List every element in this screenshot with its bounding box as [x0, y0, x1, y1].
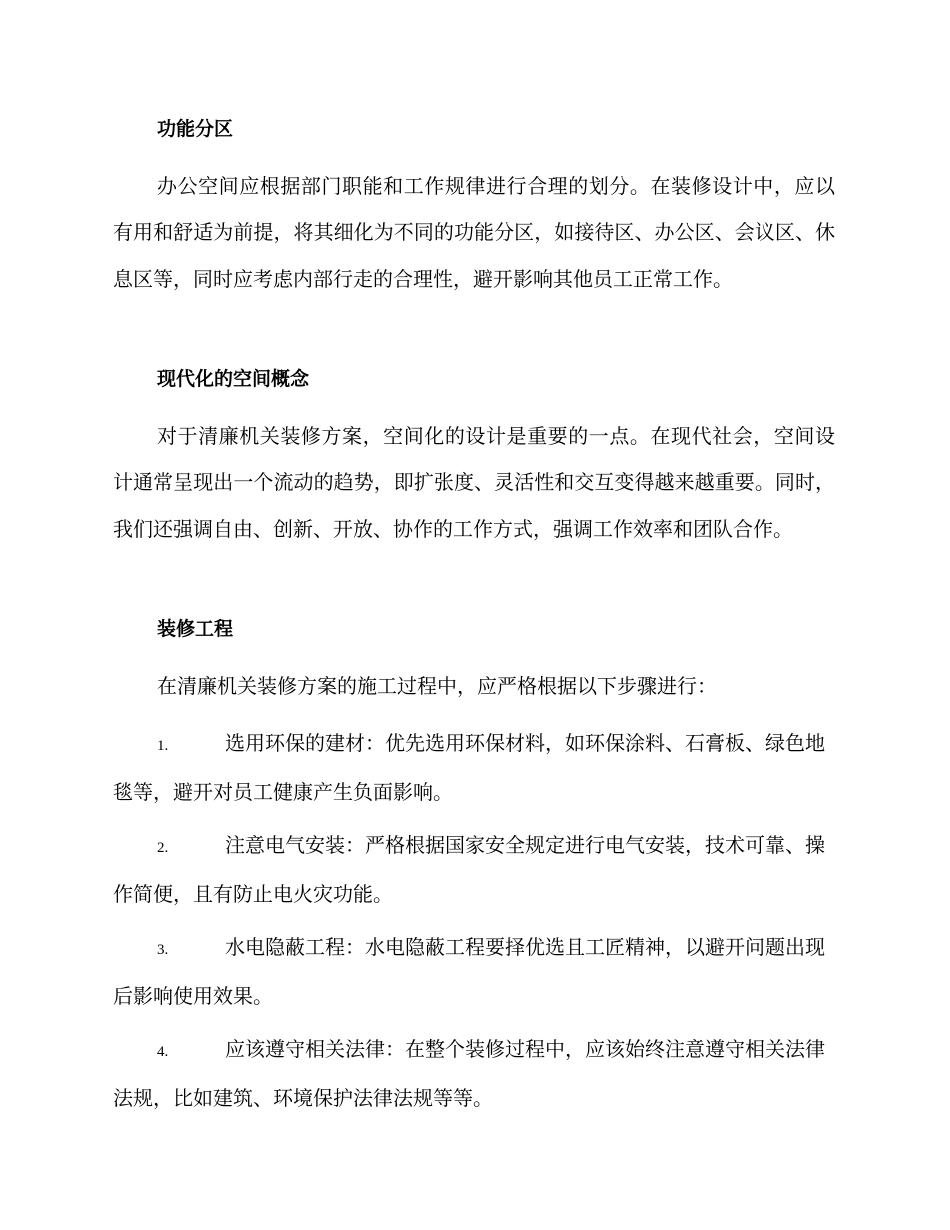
list-number: 2. — [157, 840, 169, 856]
list-item-step-4 — [113, 1026, 835, 1122]
paragraph-renovation-intro: 在清廉机关装修方案的施工过程中，应严格根据以下步骤进行： — [157, 674, 717, 698]
section-heading-modern-space: 现代化的空间概念 — [157, 368, 310, 390]
list-text: 注意电气安装：严格根据国家安全规定进行电气安装，技术可靠、操作简便，且有防止电火灾功能。 — [113, 833, 825, 907]
list-text: 水电隐蔽工程：水电隐蔽工程要择优选且工匠精神，以避开问题出现后影响使用效果。 — [113, 935, 825, 1009]
paragraph-modern-space: 对于清廉机关装修方案，空间化的设计是重要的一点。在现代社会，空间设计通常呈现出一个流动的趋势，即扩张度、灵活性和交互变得越来越重要。同时，我们还强调自由、创新、开放、协作的工作方式，强调工作效率和团队合作。 — [113, 424, 835, 541]
list-item-step-1 — [113, 720, 835, 816]
list-number: 3. — [157, 942, 169, 958]
list-item-step-3 — [113, 924, 835, 1020]
paragraph-functional-zones: 办公空间应根据部门职能和工作规律进行合理的划分。在装修设计中，应以有用和舒适为前提，将其细化为不同的功能分区，如接待区、办公区、会议区、休息区等，同时应考虑内部行走的合理性，避开影响其他员工正常工作。 — [113, 174, 835, 291]
list-number: 4. — [157, 1044, 169, 1060]
list-text: 选用环保的建材：优先选用环保材料，如环保涂料、石膏板、绿色地毯等，避开对员工健康产生负面影响。 — [113, 731, 825, 805]
section-heading-functional-zones: 功能分区 — [157, 118, 234, 140]
section-heading-renovation-works: 装修工程 — [157, 618, 234, 640]
list-number: 1. — [157, 738, 169, 754]
list-item-step-2 — [113, 822, 835, 918]
list-text: 应该遵守相关法律：在整个装修过程中，应该始终注意遵守相关法律法规，比如建筑、环境保护法律法规等等。 — [113, 1037, 825, 1111]
